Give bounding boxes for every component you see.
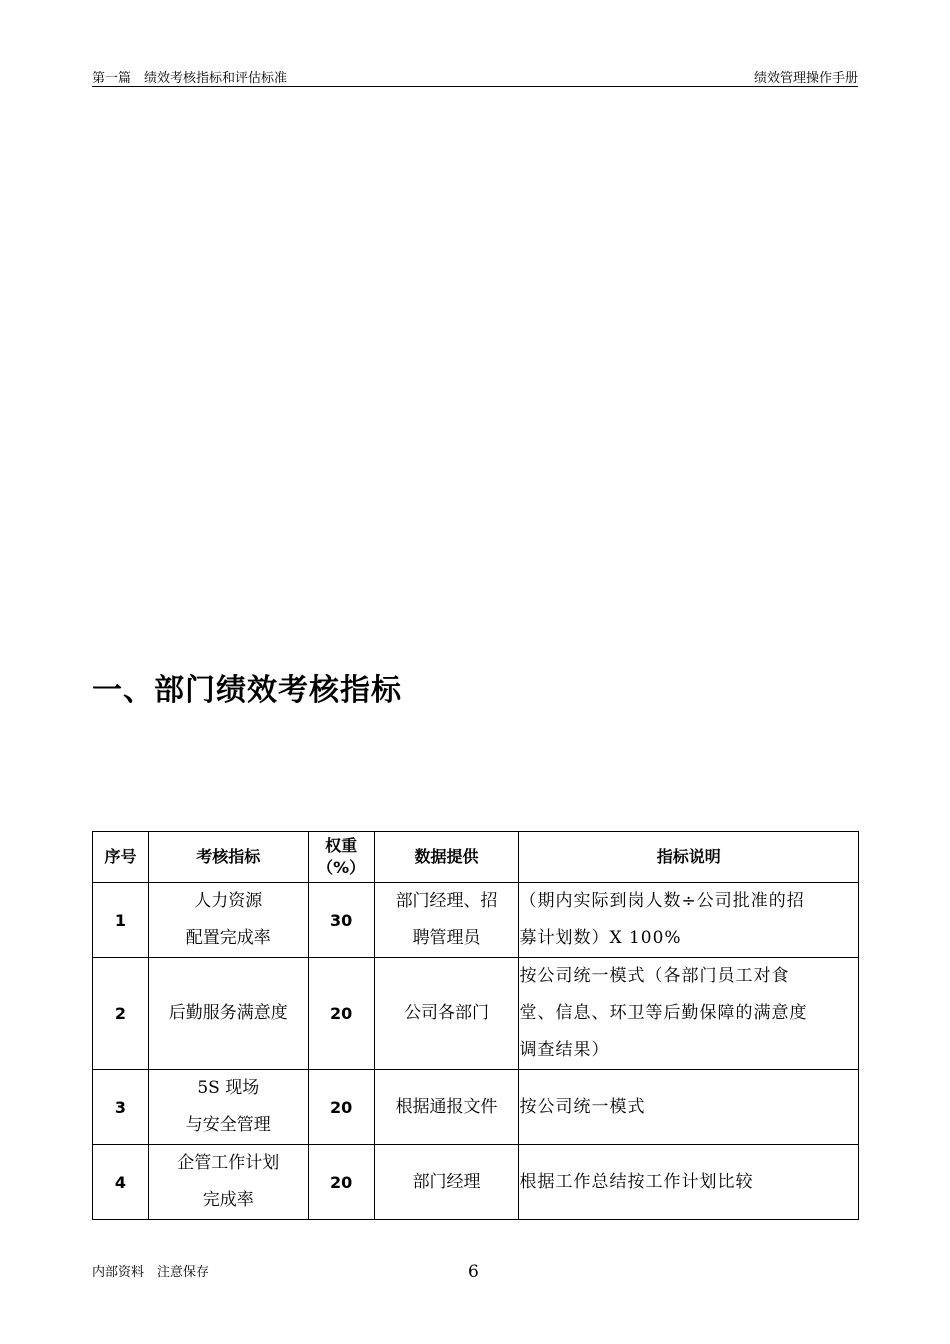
- row-source: [374, 958, 519, 1070]
- table-header-row: [93, 832, 859, 883]
- row-description-line: 根据工作总结按工作计划比较: [519, 1171, 754, 1192]
- header-source: 数据提供: [374, 832, 519, 883]
- table-row: [93, 1145, 859, 1220]
- kpi-table: [92, 831, 859, 1220]
- row-weight: 30: [308, 883, 374, 958]
- row-description-line: 堂、信息、环卫等后勤保障的满意度: [519, 1003, 808, 1023]
- row-description-line: 募计划数）X 100%: [519, 928, 682, 948]
- row-indicator-line: 后勤服务满意度: [168, 1003, 288, 1023]
- row-description: [519, 1145, 859, 1220]
- row-indicator-line: 5S 现场: [197, 1078, 260, 1098]
- row-indicator: [148, 883, 308, 958]
- row-weight: 20: [308, 1145, 374, 1220]
- row-indicator: [148, 958, 308, 1070]
- row-source-line: 部门经理: [412, 1171, 481, 1192]
- row-source-line: 根据通报文件: [395, 1096, 498, 1117]
- row-description: [519, 883, 859, 958]
- row-source: [374, 1070, 519, 1145]
- row-indicator-line: 企管工作计划: [177, 1153, 280, 1173]
- row-weight: 20: [308, 958, 374, 1070]
- row-source-line: 部门经理、招: [395, 891, 498, 911]
- row-no: 1: [93, 883, 149, 958]
- row-source: [374, 883, 519, 958]
- row-indicator-line: 配置完成率: [185, 928, 271, 948]
- header-description: 指标说明: [519, 832, 859, 883]
- row-description-line: （期内实际到岗人数÷公司批准的招: [519, 891, 805, 911]
- row-description-line: 按公司统一模式（各部门员工对食: [519, 966, 790, 986]
- page-header: [92, 64, 858, 87]
- row-source-line: 聘管理员: [412, 928, 481, 948]
- row-no: 3: [93, 1070, 149, 1145]
- page-number: 6: [468, 1262, 479, 1282]
- row-description: [519, 1070, 859, 1145]
- row-description: [519, 958, 859, 1070]
- header-weight-line2: （%）: [317, 858, 366, 877]
- footer-confidential-note: 内部资料 注意保存: [92, 1265, 210, 1280]
- table-row: [93, 958, 859, 1070]
- table-row: [93, 1070, 859, 1145]
- header-weight-line1: 权重: [325, 836, 358, 855]
- header-indicator: 考核指标: [148, 832, 308, 883]
- header-manual-title: 绩效管理操作手册: [753, 71, 858, 86]
- row-indicator-line: 与安全管理: [185, 1115, 271, 1135]
- header-chapter-title: 第一篇 绩效考核指标和评估标准: [92, 71, 288, 86]
- row-no: 2: [93, 958, 149, 1070]
- row-no: 4: [93, 1145, 149, 1220]
- table-row: [93, 883, 859, 958]
- row-source: [374, 1145, 519, 1220]
- row-indicator-line: 人力资源: [194, 891, 263, 911]
- row-weight: 20: [308, 1070, 374, 1145]
- row-description-line: 调查结果）: [519, 1040, 610, 1060]
- row-indicator: [148, 1145, 308, 1220]
- row-source-line: 公司各部门: [404, 1003, 490, 1023]
- section-title: 一、部门绩效考核指标: [92, 673, 402, 708]
- row-indicator-line: 完成率: [202, 1190, 254, 1210]
- header-no: 序号: [93, 832, 149, 883]
- row-indicator: [148, 1070, 308, 1145]
- header-weight: [308, 832, 374, 883]
- row-description-line: 按公司统一模式: [519, 1096, 646, 1117]
